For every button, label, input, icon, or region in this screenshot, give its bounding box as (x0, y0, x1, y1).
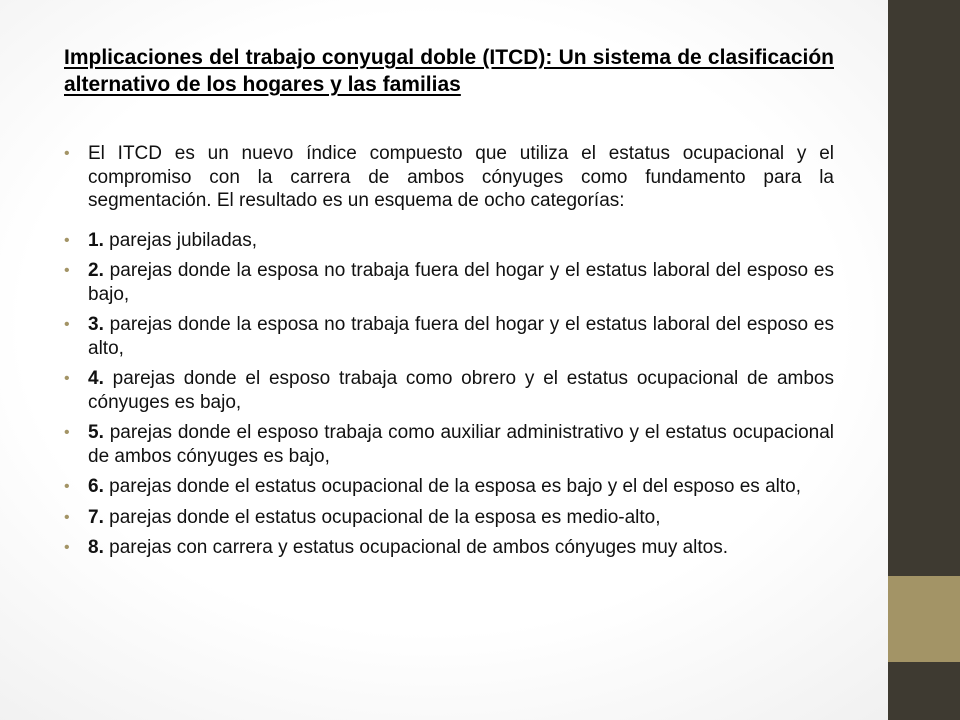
bullet-icon: • (64, 145, 70, 162)
item-text: parejas donde el esposo trabaja como obrero y el estatus ocupacional de ambos cónyuges es bajo, (88, 368, 834, 413)
bullet-list (64, 142, 834, 567)
accent-block (888, 576, 960, 662)
item-text: parejas donde el estatus ocupacional de la esposa es bajo y el del esposo es alto, (103, 476, 801, 497)
bullet-icon: • (64, 370, 70, 387)
bullet-icon: • (64, 539, 70, 556)
bullet-icon: • (64, 424, 70, 441)
bullet-intro (64, 142, 834, 213)
item-number: 7. (88, 506, 104, 528)
bullet-icon: • (64, 478, 70, 495)
bullet-item-3 (64, 313, 834, 360)
item-text: parejas donde el estatus ocupacional de la esposa es medio-alto, (103, 506, 661, 528)
bullet-item-1 (64, 229, 834, 253)
item-text: parejas jubiladas, (103, 229, 258, 251)
slide-title: Implicaciones del trabajo conyugal doble (ITCD): Un sistema de clasificación alternativo de los hogares y las familias (64, 46, 834, 96)
bullet-icon: • (64, 262, 70, 279)
intro-text: El ITCD es un nuevo índice compuesto que utiliza el estatus ocupacional y el compromiso con la carrera de ambos cónyuges como fundamento para la segmentación. El resultado es un esquema de ocho categorías: (88, 143, 834, 211)
bullet-icon: • (64, 231, 70, 249)
item-text: parejas donde el esposo trabaja como auxiliar administrativo y el estatus ocupacional de ambos cónyuges es bajo, (88, 422, 834, 467)
item-number: 8. (88, 537, 104, 558)
bullet-item-6 (64, 475, 834, 499)
item-number: 6. (88, 476, 104, 497)
item-text: parejas donde la esposa no trabaja fuera del hogar y el estatus laboral del esposo es bajo, (88, 260, 834, 305)
bullet-item-4 (64, 367, 834, 414)
item-number: 4. (88, 368, 104, 389)
bullet-item-5 (64, 421, 834, 468)
item-number: 2. (88, 260, 104, 281)
item-text: parejas con carrera y estatus ocupacional de ambos cónyuges muy altos. (103, 537, 729, 558)
item-number: 3. (88, 314, 104, 335)
item-number: 5. (88, 422, 104, 443)
bullet-item-7 (64, 506, 834, 530)
item-number: 1. (88, 229, 104, 251)
bullet-item-2 (64, 259, 834, 306)
bullet-icon: • (64, 316, 70, 333)
item-text: parejas donde la esposa no trabaja fuera del hogar y el estatus laboral del esposo es alto, (88, 314, 834, 359)
bullet-item-8 (64, 536, 834, 560)
bullet-icon: • (64, 508, 70, 526)
